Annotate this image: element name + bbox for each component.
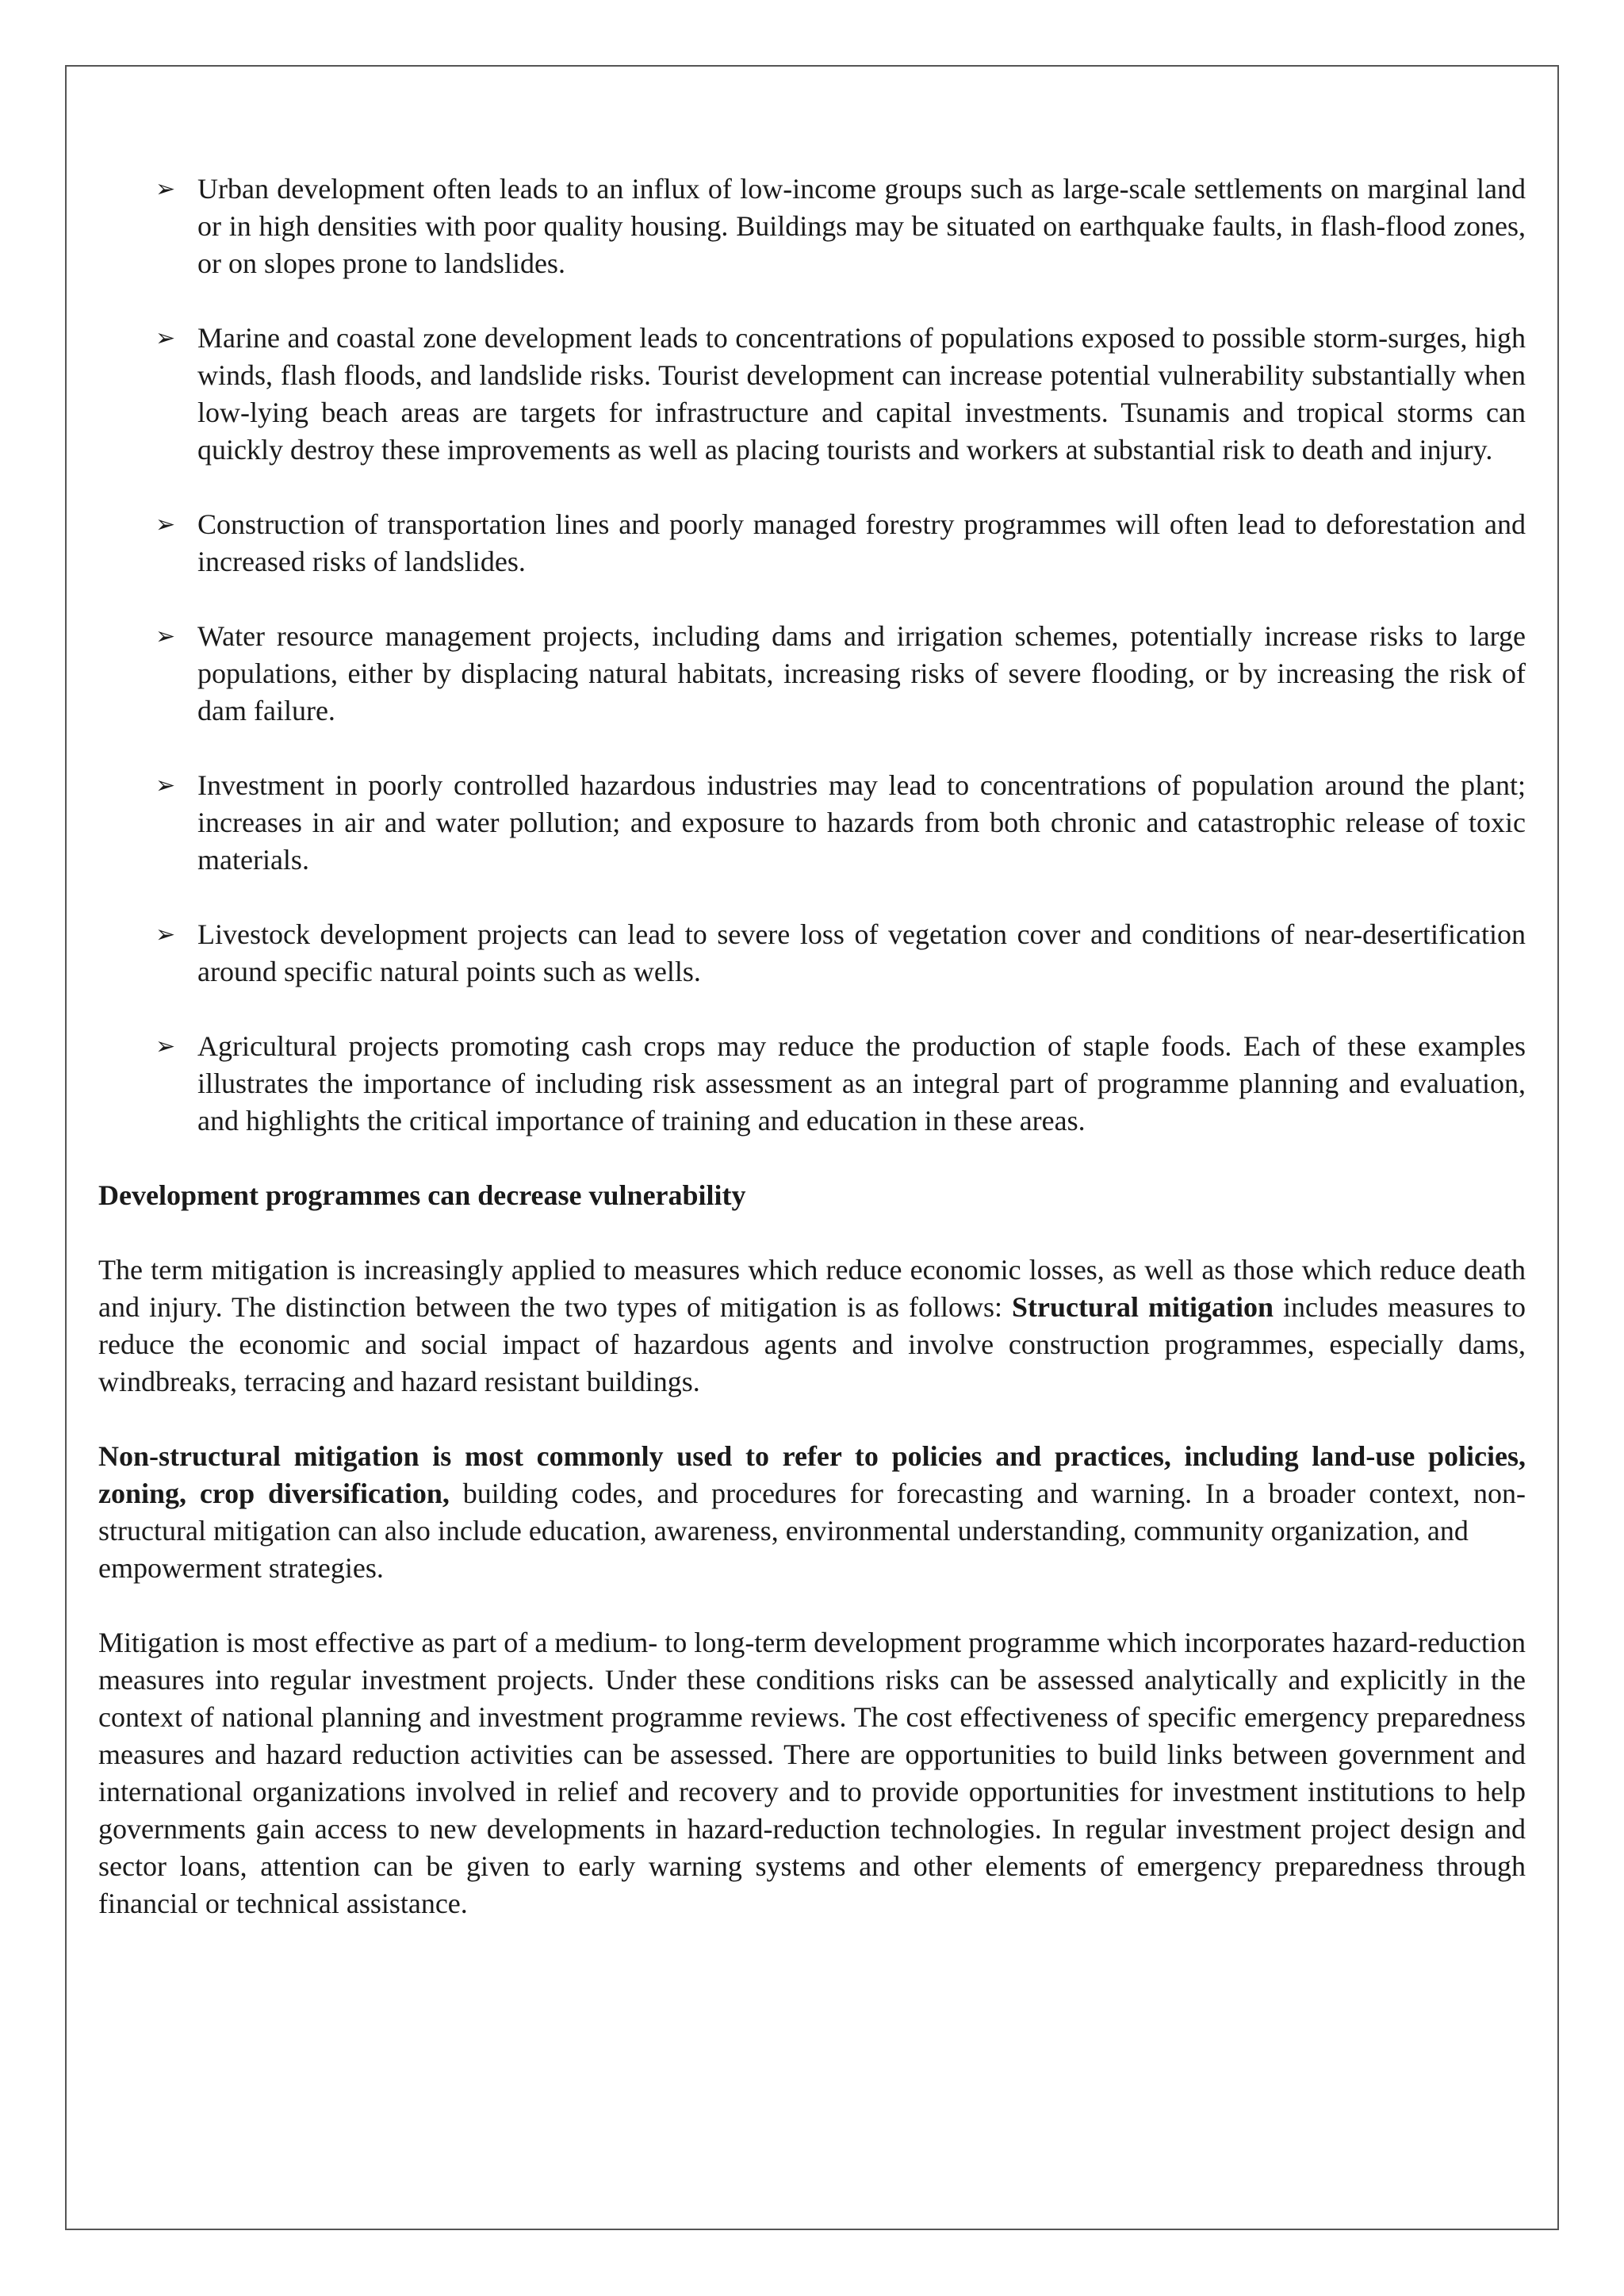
arrow-bullet-icon: ➢	[155, 324, 176, 352]
arrow-bullet-icon: ➢	[155, 772, 176, 799]
list-item	[98, 506, 1526, 581]
bullet-text: Livestock development projects can lead to severe loss of vegetation cover and conditions of near-desertification around specific natural points such as wells.	[197, 918, 1526, 987]
list-item	[98, 320, 1526, 469]
list-item	[98, 1028, 1526, 1140]
document-body	[98, 171, 1526, 1960]
paragraph-text: The term mitigation is increasingly applied to measures which reduce economic losses, as well as those which reduce death and injury. The distinction between the two types of mitigation is as follows:	[98, 1254, 1526, 1323]
arrow-bullet-icon: ➢	[155, 921, 176, 949]
arrow-bullet-icon: ➢	[155, 1033, 176, 1060]
bullet-text: Water resource management projects, including dams and irrigation schemes, potentially increase risks to large populations, either by displacing natural habitats, increasing risks of severe flooding, or by increasing the risk of dam failure.	[197, 620, 1526, 726]
paragraph-non-structural-mitigation	[98, 1438, 1526, 1587]
bullet-list	[98, 171, 1526, 1140]
list-item	[98, 767, 1526, 879]
paragraph-text: building codes, and procedures for forecasting and warning. In a broader context, non-structural mitigation can also include education, awareness, environmental understanding, community organization, and	[98, 1478, 1526, 1547]
bullet-text: Construction of transportation lines and poorly managed forestry programmes will often lead to deforestation and increased risks of landslides.	[197, 508, 1526, 577]
arrow-bullet-icon: ➢	[155, 175, 176, 203]
section-heading: Development programmes can decrease vulnerability	[98, 1179, 746, 1211]
list-item	[98, 618, 1526, 730]
paragraph-structural-mitigation	[98, 1251, 1526, 1401]
bullet-text: Marine and coastal zone development leads to concentrations of populations exposed to possible storm-surges, high winds, flash floods, and landslide risks. Tourist development can increase potential vulnerability substantially when low-lying beach areas are targets for infrastructure and capital investments. Tsunamis and tropical storms can quickly destroy these improvements as well as placing tourists and workers at substantial risk to death and injury.	[197, 322, 1526, 466]
arrow-bullet-icon: ➢	[155, 511, 176, 539]
bullet-text: Urban development often leads to an influx of low-income groups such as large-scale settlements on marginal land or in high densities with poor quality housing. Buildings may be situated on earthquake faults, in flash-flood zones, or on slopes prone to landslides.	[197, 173, 1526, 279]
paragraph-last-line: empowerment strategies.	[98, 1552, 384, 1584]
bullet-text: Agricultural projects promoting cash crops may reduce the production of staple foods. Each of these examples illustrates the importance of including risk assessment as an integral part of programme planning and evaluation, and highlights the critical importance of training and education in these areas.	[197, 1030, 1526, 1137]
paragraph-mitigation-effectiveness: Mitigation is most effective as part of a medium- to long-term development programme which incorporates hazard-reduction measures into regular investment projects. Under these conditions risks can be assessed analytically and explicitly in the context of national planning and investment programme reviews. The cost effectiveness of specific emergency preparedness measures and hazard reduction activities can be assessed. There are opportunities to build links between government and international organizations involved in relief and recovery and to provide opportunities for investment institutions to help governments gain access to new developments in hazard-reduction technologies. In regular investment project design and sector loans, attention can be given to early warning systems and other elements of emergency preparedness through financial or technical assistance.	[98, 1627, 1526, 1919]
paragraph-text: includes measures to reduce the economic and social impact of hazardous agents and involve construction programmes, especially dams, windbreaks, terracing and hazard resistant buildings.	[98, 1291, 1526, 1397]
list-item	[98, 171, 1526, 282]
bold-term: Structural mitigation	[1012, 1291, 1274, 1323]
arrow-bullet-icon: ➢	[155, 623, 176, 650]
list-item	[98, 916, 1526, 991]
bullet-text: Investment in poorly controlled hazardous industries may lead to concentrations of population around the plant; increases in air and water pollution; and exposure to hazards from both chronic and catastrophic release of toxic materials.	[197, 769, 1526, 876]
bold-term: Non-structural mitigation is most commonly used to refer to policies and practices, including land-use policies, zoning, crop diversification,	[98, 1440, 1526, 1509]
